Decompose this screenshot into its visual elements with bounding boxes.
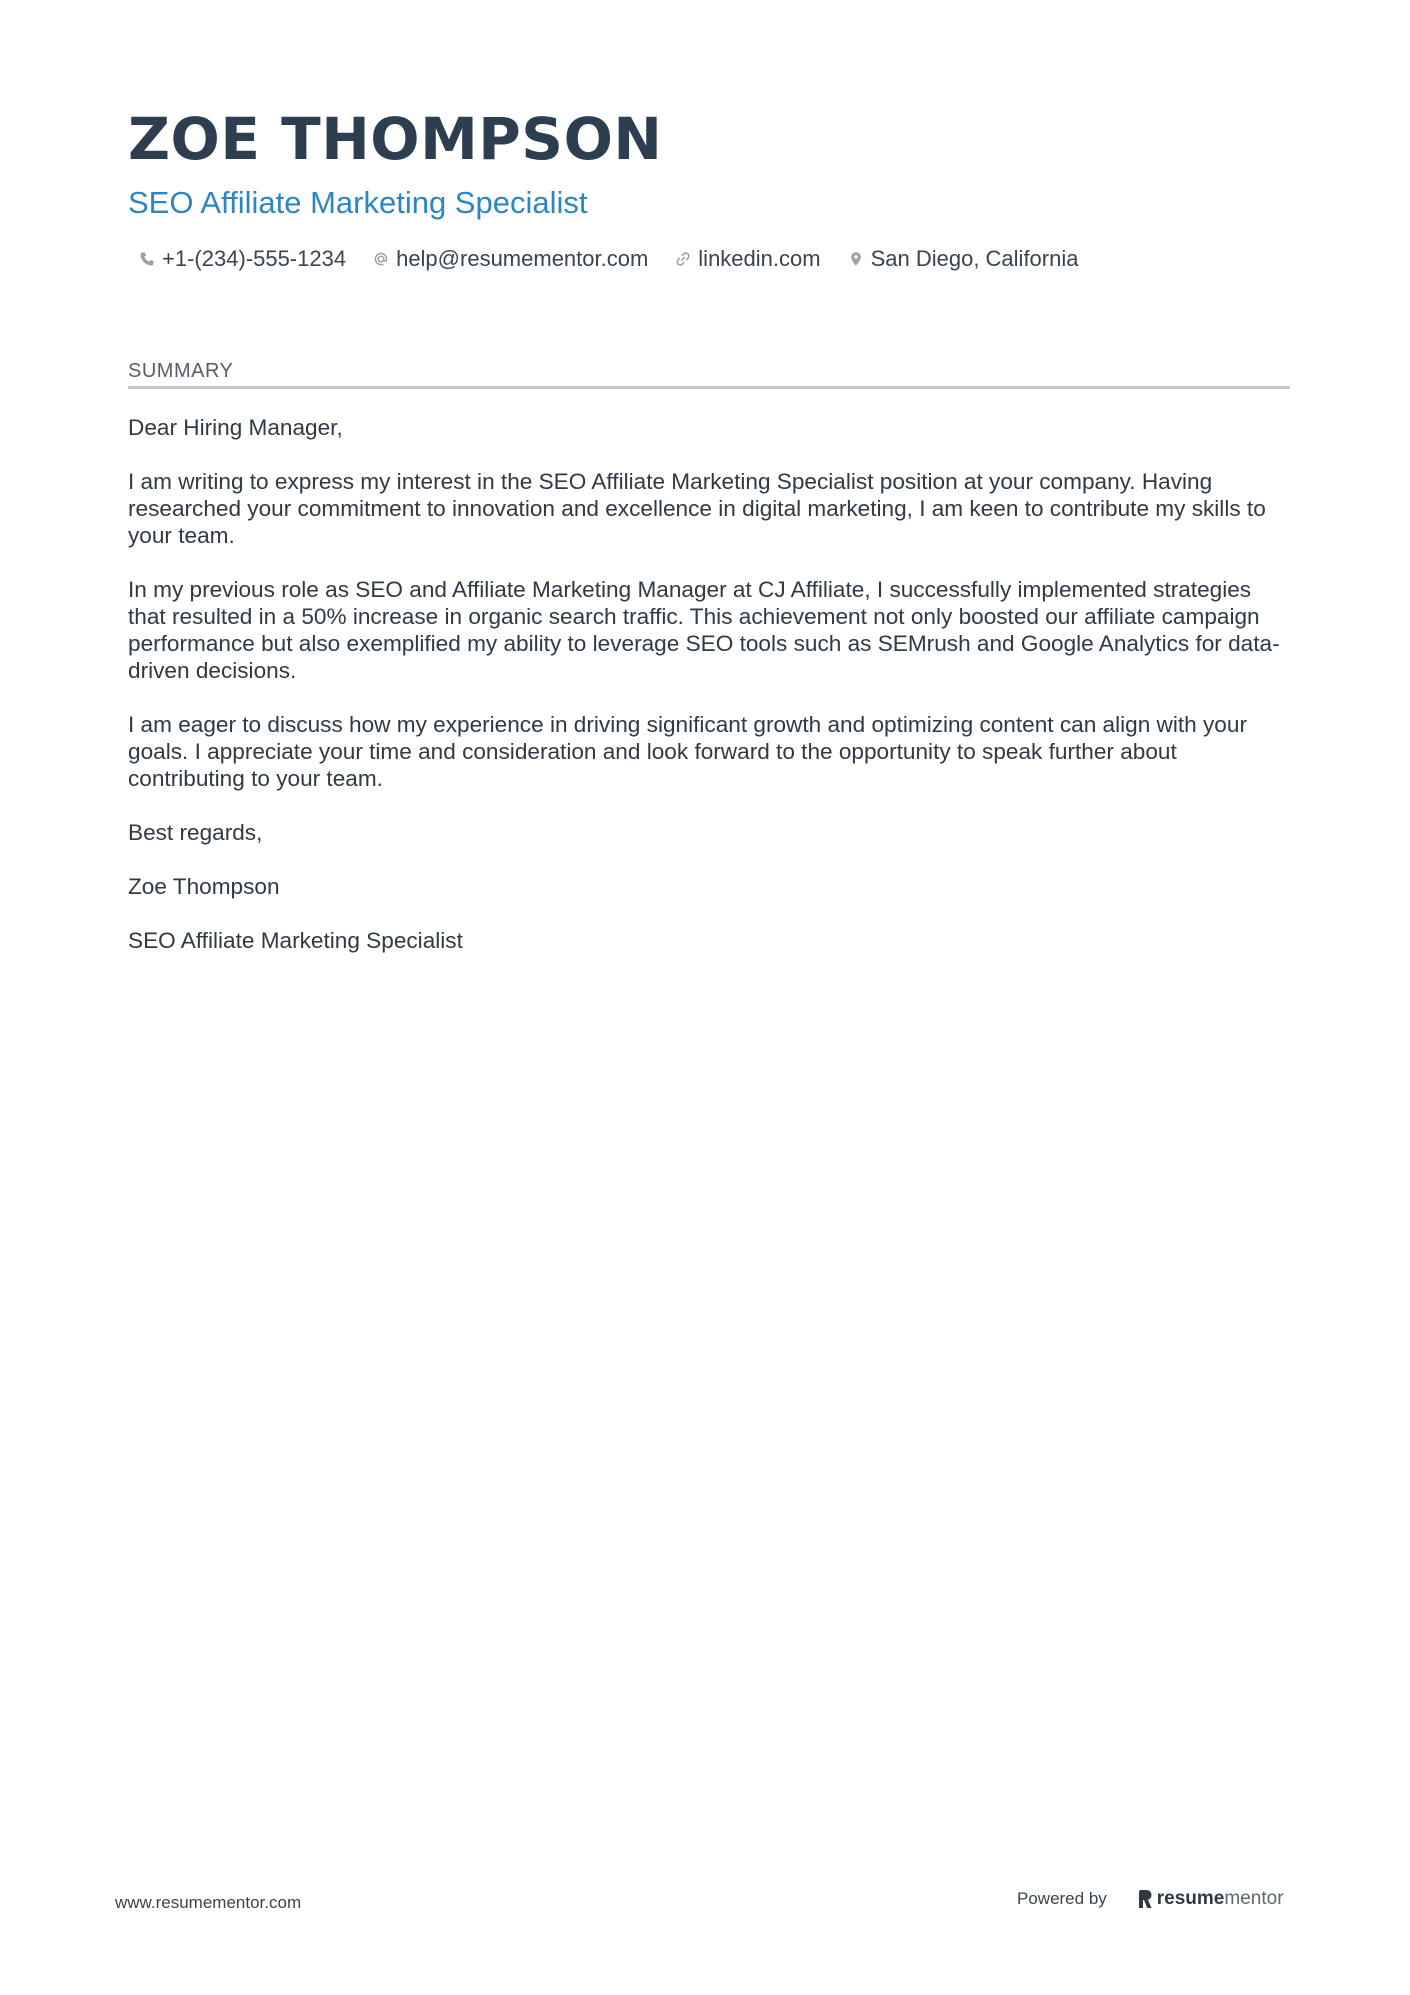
phone-icon: [138, 250, 156, 268]
resumementor-logo-icon: [1137, 1889, 1153, 1909]
letter-paragraph: I am writing to express my interest in the SEO Affiliate Marketing Specialist position at your company. Having researched your commitment to innovation and excellence in digital marketing, I am keen to contribute my skills to your team.: [128, 469, 1266, 548]
brand-name-part2: mentor: [1224, 1888, 1284, 1909]
contact-bar: [138, 246, 1104, 272]
contact-location: [847, 246, 1079, 272]
letter-paragraph: I am eager to discuss how my experience in driving significant growth and optimizing content can align with your goals. I appreciate your time and consideration and look forward to the opportunity to speak further about contributing to your team.: [128, 712, 1247, 791]
powered-by-label: Powered by: [1017, 1889, 1107, 1908]
contact-linkedin-text: linkedin.com: [698, 246, 821, 271]
contact-phone-text: +1-(234)-555-1234: [162, 246, 347, 271]
contact-phone[interactable]: [138, 246, 346, 272]
candidate-name: ZOE THOMPSON: [128, 105, 663, 173]
at-icon: [372, 250, 390, 268]
contact-email-text: help@resumementor.com: [396, 246, 649, 271]
location-pin-icon: [847, 250, 865, 268]
brand-name-part1: resume: [1156, 1888, 1225, 1909]
signature-title: SEO Affiliate Marketing Specialist: [128, 928, 463, 953]
section-divider: [128, 386, 1290, 389]
letter-salutation: Dear Hiring Manager,: [128, 415, 343, 440]
contact-linkedin[interactable]: [674, 246, 820, 272]
section-title-summary: SUMMARY: [128, 360, 234, 382]
contact-location-text: San Diego, California: [870, 246, 1079, 271]
letter-closing: Best regards,: [128, 820, 263, 845]
brand-logo-link[interactable]: [1137, 1888, 1284, 1910]
footer-website-link[interactable]: www.resumementor.com: [115, 1893, 302, 1912]
letter-body: [128, 414, 1290, 981]
signature-name: Zoe Thompson: [128, 874, 280, 899]
link-icon: [674, 250, 692, 268]
candidate-title: SEO Affiliate Marketing Specialist: [128, 185, 588, 220]
footer-branding: [1017, 1888, 1284, 1910]
letter-paragraph: In my previous role as SEO and Affiliate Marketing Manager at CJ Affiliate, I successfully implemented strategies that resulted in a 50% increase in organic search traffic. This achievement not only boosted our affiliate campaign performance but also exemplified my ability to leverage SEO tools such as SEMrush and Google Analytics for data-driven decisions.: [128, 577, 1280, 683]
contact-email[interactable]: [372, 246, 648, 272]
